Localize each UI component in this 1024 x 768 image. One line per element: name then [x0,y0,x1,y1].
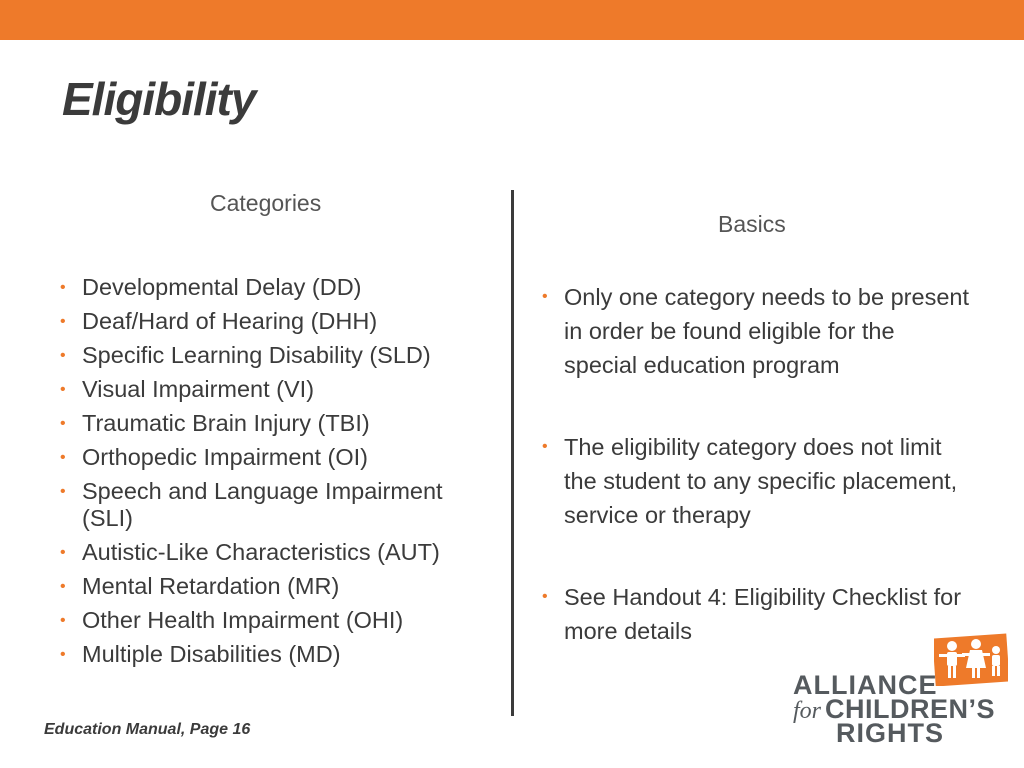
footer-source: Education Manual, Page 16 [44,721,251,738]
bullet-icon: • [60,612,66,629]
basics-list [540,280,970,648]
list-item: • Mental Retardation (MR) [60,573,340,599]
bullet-icon: • [60,279,66,296]
logo-for-text: for [793,698,822,724]
list-item: • Orthopedic Impairment (OI) [60,444,369,470]
bullet-icon: • [542,588,548,605]
list-item: • Developmental Delay (DD) [60,274,362,300]
basics-heading: Basics [718,211,786,237]
top-accent-bar [0,0,1024,40]
list-item: • See Handout 4: Eligibility Checklist for more details [540,580,970,648]
bullet-icon: • [60,381,66,398]
bullet-icon: • [60,313,66,330]
categories-heading: Categories [210,190,322,216]
bullet-icon: • [60,449,66,466]
list-item: • Multiple Disabilities (MD) [60,641,341,667]
column-divider [511,190,514,716]
list-item: • Autistic-Like Characteristics (AUT) [60,539,440,565]
alliance-logo [790,630,1010,750]
bullet-icon: • [60,483,66,500]
bullet-icon: • [60,578,66,595]
bullet-icon: • [542,438,548,455]
list-item: • Deaf/Hard of Hearing (DHH) [60,308,378,334]
list-item: • Other Health Impairment (OHI) [60,607,404,633]
list-item: • Only one category needs to be present in order be found eligible for the special education program [540,280,970,382]
bullet-icon: • [60,544,66,561]
list-item: • Specific Learning Disability (SLD) [60,342,431,368]
logo-childrens-text: CHILDREN’S [825,694,996,724]
logo-alliance-text: ALLIANCE [793,670,938,700]
bullet-icon: • [542,288,548,305]
categories-list [58,274,488,675]
bullet-icon: • [60,646,66,663]
logo-rights-text: RIGHTS [836,718,945,748]
bullet-icon: • [60,347,66,364]
children-figures-icon [934,630,1008,686]
list-item: • The eligibility category does not limit the student to any specific placement, service or therapy [540,430,970,532]
list-item: • Traumatic Brain Injury (TBI) [60,410,370,436]
slide-title: Eligibility [62,73,256,125]
bullet-icon: • [60,415,66,432]
list-item: • Speech and Language Impairment (SLI) [60,478,443,531]
list-item: • Visual Impairment (VI) [60,376,315,402]
